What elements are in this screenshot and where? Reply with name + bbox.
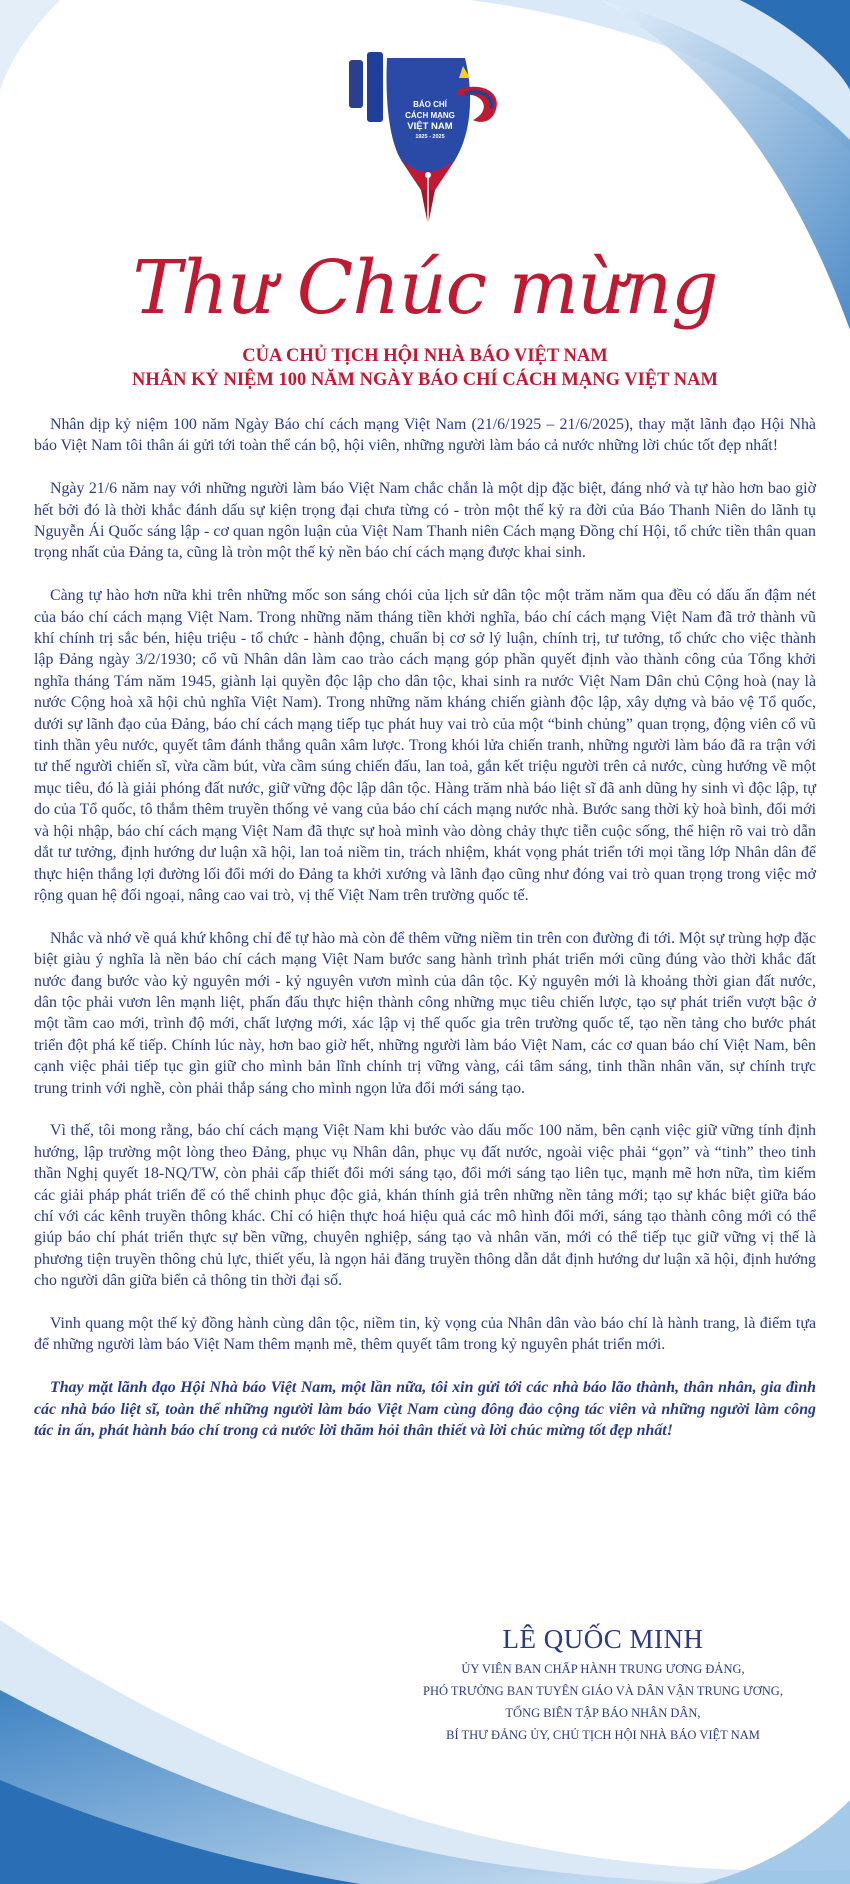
body-paragraph: Vinh quang một thế kỷ đồng hành cùng dân tộc, niềm tin, kỳ vọng của Nhân dân vào báo chí là hành trang, là điểm tựa để những người làm báo Việt Nam thêm mạnh mẽ, thêm quyết tâm trong kỷ nguyên phát triển mới. [34, 1314, 816, 1354]
letter-subtitle [0, 344, 850, 392]
logo-line: CÁCH MẠNG [405, 111, 455, 120]
logo-line: VIỆT NAM [407, 121, 453, 132]
body-paragraph: Nhân dịp kỷ niệm 100 năm Ngày Báo chí cách mạng Việt Nam (21/6/1925 – 21/6/2025), thay mặt lãnh đạo Hội Nhà báo Việt Nam tôi thân ái gửi tới toàn thể cán bộ, hội viên, những người làm báo cả nước những lời chúc tốt đẹp nhất! [34, 416, 816, 455]
subtitle-line: NHÂN KỶ NIỆM 100 NĂM NGÀY BÁO CHÍ CÁCH MẠNG VIỆT NAM [131, 370, 718, 390]
closing-paragraph: Thay mặt lãnh đạo Hội Nhà báo Việt Nam, một lần nữa, tôi xin gửi tới các nhà báo lão thành, thân nhân, gia đình các nhà báo liệt sĩ, toàn thể những người làm báo Việt Nam cùng đông đảo cộng tác viên và những người làm công tác in ấn, phát hành báo chí trong cả nước lời thăm hỏi thân thiết và lời chúc mừng tốt đẹp nhất! [34, 1379, 816, 1439]
body-paragraph: Nhắc và nhớ về quá khứ không chỉ để tự hào mà còn để thêm vững niềm tin trên con đường đi tới. Một sự trùng hợp đặc biệt giàu ý nghĩa là nền báo chí cách mạng Việt Nam bước sang hành trình phát triển mới cũng đúng vào thời khắc đất nước đang bước vào kỷ nguyên mới - kỷ nguyên vươn mình của dân tộc. Kỷ nguyên mới là khoảng thời gian đất nước, dân tộc phải vươn lên mạnh liệt, phấn đấu thực hiện thành công những mục tiêu chiến lược, tạo sự phát triển vượt bậc ở một tầm cao mới, trình độ mới, chất lượng mới, xác lập vị thế quốc gia trên trường quốc tế, tạo nền tảng cho bước phát triển đột phá kế tiếp. Chính lúc này, hơn bao giờ hết, những người làm báo Việt Nam, các cơ quan báo chí Việt Nam, bên cạnh việc phải tiếp tục gìn giữ cho mình bản lĩnh chính trị vững vàng, cái tâm sáng, tinh thần nhân văn, sự chính trực trung trinh với nghề, còn phải thắp sáng cho mình ngọn lửa đổi mới sáng tạo. [34, 929, 817, 1097]
press-anniversary-logo-icon [345, 50, 505, 240]
signer-title: ỦY VIÊN BAN CHẤP HÀNH TRUNG ƯƠNG ĐẢNG, [461, 1662, 745, 1676]
signer-name: LÊ QUỐC MINH [502, 1624, 704, 1654]
signature-block [376, 1622, 830, 1746]
signer-title: BÍ THƯ ĐẢNG ỦY, CHỦ TỊCH HỘI NHÀ BÁO VIỆT NAM [446, 1728, 760, 1742]
logo-line: 1925 - 2025 [415, 134, 445, 140]
subtitle-line: CỦA CHỦ TỊCH HỘI NHÀ BÁO VIỆT NAM [242, 346, 608, 366]
signer-title: TỔNG BIÊN TẬP BÁO NHÂN DÂN, [505, 1706, 701, 1720]
body-paragraph: Càng tự hào hơn nữa khi trên những mốc son sáng chói của lịch sử dân tộc một trăm năm qua đều có dấu ấn đậm nét của báo chí cách mạng Việt Nam. Trong những năm tháng tiền khởi nghĩa, báo chí cách mạng Việt Nam đã trở thành vũ khí chính trị sắc bén, hiệu triệu - tổ chức - hành động, chuẩn bị cơ sở lý luận, chính trị, tư tưởng, tổ chức cho việc thành lập Đảng ngày 3/2/1930; cổ vũ Nhân dân làm cao trào cách mạng góp phần quyết định vào thành công của Tổng khởi nghĩa tháng Tám năm 1945, giành lại quyền độc lập cho dân tộc, khai sinh ra nước Việt Nam Dân chủ Cộng hoà (nay là nước Cộng hoà xã hội chủ nghĩa Việt Nam). Trong những năm kháng chiến giành độc lập, xây dựng và bảo vệ Tổ quốc, dưới sự lãnh đạo của Đảng, báo chí cách mạng tiếp tục phát huy vai trò của một “binh chủng” quan trọng, động viên cổ vũ tinh thần yêu nước, quyết tâm đánh thắng quân xâm lược. Trong khói lửa chiến tranh, những người làm báo đã ra trận với tư thế người chiến sĩ, vừa cầm bút, vừa cầm súng chiến đấu, lan toả, gắn kết triệu người trên cả nước, cùng hướng về một mục tiêu, đó là giải phóng đất nước, giữ vững độc lập dân tộc. Hàng trăm nhà báo liệt sĩ đã anh dũng hy sinh vì độc lập, tự do của Tổ quốc, tô thắm thêm truyền thống vẻ vang của báo chí cách mạng nước nhà. Bước sang thời kỳ hoà bình, đổi mới và hội nhập, báo chí cách mạng Việt Nam đã thực sự hoà mình vào dòng chảy thực tiễn cuộc sống, thể hiện rõ vai trò dẫn dắt tư tưởng, định hướng dư luận xã hội, lan toả niềm tin, trách nhiệm, khát vọng phát triển tới mọi tầng lớp Nhân dân để thực hiện thắng lợi đường lối đổi mới do Đảng ta khởi xướng và lãnh đạo cũng như đóng vai trò quan trọng trong việc mở rộng quan hệ đối ngoại, nâng cao vai trò, vị thế Việt Nam trên trường quốc tế. [34, 587, 816, 904]
body-paragraph: Vì thế, tôi mong rằng, báo chí cách mạng Việt Nam khi bước vào dấu mốc 100 năm, bên cạnh việc giữ vững tính định hướng, lập trường một lòng theo Đảng, phục vụ Nhân dân, phục vụ đất nước, ngoài việc phải “gọn” và “tinh” theo tinh thần Nghị quyết 18-NQ/TW, còn phải cấp thiết đổi mới sáng tạo, đổi mới sáng tạo liên tục, mạnh mẽ hơn nữa, tìm kiếm các giải pháp phát triển để có thể chinh phục độc giả, khán thính giả trên những nền tảng mới; tạo sự khác biệt giữa báo chí với các kênh truyền thông khác. Chỉ có hiện thực hoá hiệu quả các mô hình đổi mới, sáng tạo thành công mới có thể giúp báo chí phát triển thực sự bền vững, chuyên nghiệp, sáng tạo và nhân văn, mới có thể tiếp tục giữ vững vị thế là phương tiện truyền thông chủ lực, thiết yếu, là ngọn hải đăng truyền thông dẫn dắt định hướng dư luận xã hội, định hướng cho người dân giữa biển cả thông tin thời đại số. [34, 1122, 816, 1290]
letter-body [34, 414, 816, 1463]
body-paragraph: Ngày 21/6 năm nay với những người làm báo Việt Nam chắc chắn là một dịp đặc biệt, đáng nhớ và tự hào hơn bao giờ hết bởi đó là thời khắc đánh dấu sự kiện trọng đại chưa từng có - tròn một thế kỷ ra đời của Báo Thanh Niên do lãnh tụ Nguyễn Ái Quốc sáng lập - cơ quan ngôn luận của Việt Nam Thanh niên Cách mạng Đồng chí Hội, tổ chức tiền thân quan trọng nhất của Đảng ta, cũng là tròn một thế kỷ nền báo chí cách mạng được khai sinh. [34, 480, 816, 562]
logo-text [402, 99, 458, 143]
logo-line: BÁO CHÍ [413, 100, 447, 109]
signer-title: PHÓ TRƯỞNG BAN TUYÊN GIÁO VÀ DÂN VẬN TRUNG ƯƠNG, [423, 1684, 783, 1698]
letter-title: Thư Chúc mừng [132, 245, 718, 331]
